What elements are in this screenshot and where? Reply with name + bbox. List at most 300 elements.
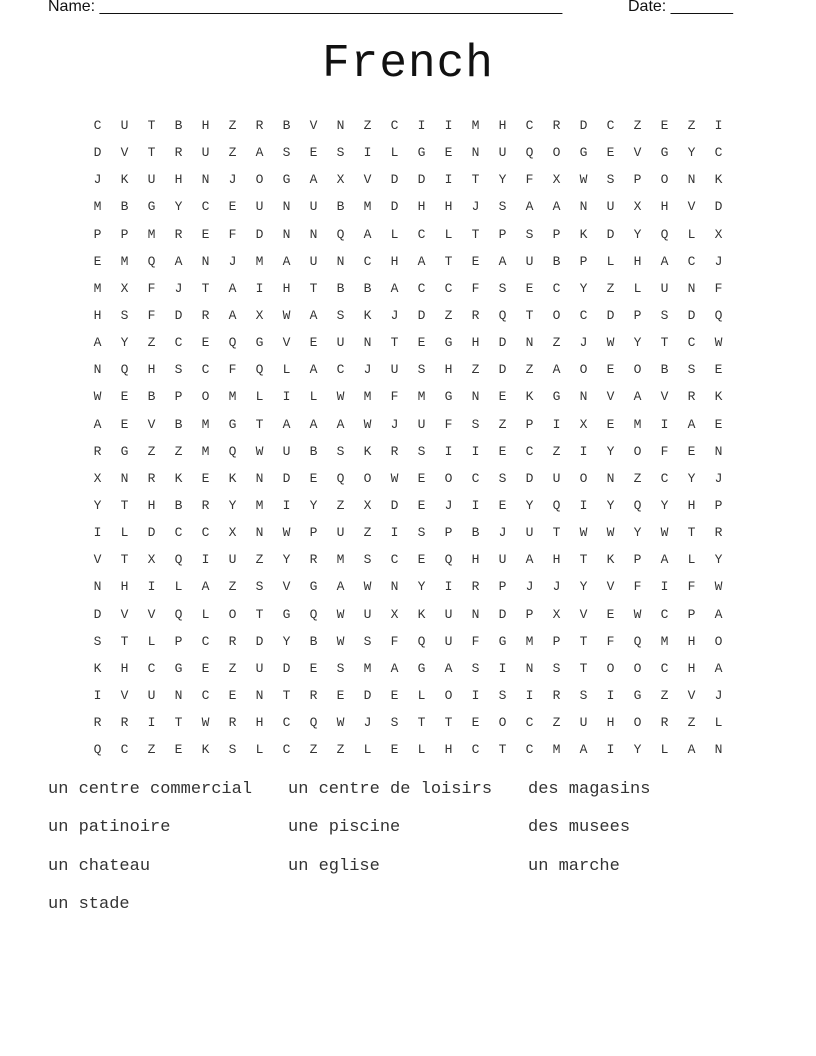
- grid-letter: G: [417, 145, 426, 161]
- grid-letter: T: [417, 715, 426, 731]
- grid-letter: E: [309, 660, 318, 676]
- grid-letter: O: [633, 715, 642, 731]
- grid-letter: V: [120, 145, 129, 161]
- grid-letter: T: [552, 525, 561, 541]
- grid-letter: E: [687, 443, 696, 459]
- grid-letter: U: [579, 715, 588, 731]
- grid-letter: N: [93, 579, 102, 595]
- grid-letter: L: [606, 253, 615, 269]
- grid-letter: K: [525, 389, 534, 405]
- grid-letter: E: [174, 742, 183, 758]
- grid-letter: E: [606, 416, 615, 432]
- grid-letter: G: [417, 660, 426, 676]
- grid-letter: R: [687, 389, 696, 405]
- grid-letter: Y: [579, 579, 588, 595]
- grid-letter: C: [174, 335, 183, 351]
- grid-letter: T: [498, 742, 507, 758]
- grid-letter: U: [201, 145, 210, 161]
- grid-letter: H: [471, 335, 480, 351]
- grid-letter: X: [390, 606, 399, 622]
- grid-letter: Z: [552, 443, 561, 459]
- grid-letter: O: [714, 633, 723, 649]
- grid-letter: D: [498, 606, 507, 622]
- grid-letter: U: [660, 280, 669, 296]
- grid-letter: A: [687, 742, 696, 758]
- grid-letter: C: [174, 525, 183, 541]
- grid-letter: L: [687, 552, 696, 568]
- grid-letter: C: [525, 118, 534, 133]
- grid-letter: I: [525, 687, 534, 703]
- grid-letter: Z: [552, 335, 561, 351]
- grid-letter: C: [687, 335, 696, 351]
- grid-letter: G: [498, 633, 507, 649]
- grid-letter: O: [633, 660, 642, 676]
- grid-letter: M: [363, 660, 372, 676]
- grid-letter: B: [552, 253, 561, 269]
- grid-letter: M: [660, 633, 669, 649]
- grid-letter: H: [120, 660, 129, 676]
- grid-letter: C: [714, 145, 723, 161]
- grid-letter: W: [660, 525, 669, 541]
- grid-letter: N: [120, 470, 129, 486]
- grid-letter: Z: [147, 443, 156, 459]
- grid-letter: O: [228, 606, 237, 622]
- grid-letter: I: [390, 525, 399, 541]
- grid-letter: D: [93, 606, 102, 622]
- grid-letter: Q: [309, 715, 318, 731]
- grid-letter: N: [336, 253, 345, 269]
- grid-letter: F: [147, 307, 156, 323]
- grid-letter: I: [498, 660, 507, 676]
- grid-letter: T: [255, 606, 264, 622]
- grid-letter: Y: [687, 470, 696, 486]
- grid-letter: V: [282, 579, 291, 595]
- grid-letter: K: [93, 660, 102, 676]
- grid-letter: I: [579, 497, 588, 513]
- grid-letter: B: [309, 443, 318, 459]
- grid-letter: J: [579, 335, 588, 351]
- grid-letter: S: [174, 362, 183, 378]
- grid-letter: T: [687, 525, 696, 541]
- grid-letter: F: [228, 362, 237, 378]
- grid-letter: L: [120, 525, 129, 541]
- grid-letter: K: [606, 552, 615, 568]
- grid-letter: I: [201, 552, 210, 568]
- grid-letter: Y: [633, 335, 642, 351]
- grid-letter: A: [660, 253, 669, 269]
- grid-letter: C: [660, 470, 669, 486]
- grid-letter: B: [336, 280, 345, 296]
- grid-letter: Y: [633, 525, 642, 541]
- grid-letter: H: [444, 362, 453, 378]
- grid-letter: E: [201, 470, 210, 486]
- grid-letter: L: [174, 579, 183, 595]
- grid-letter: U: [390, 362, 399, 378]
- grid-letter: D: [390, 172, 399, 188]
- grid-letter: Z: [309, 742, 318, 758]
- grid-letter: T: [120, 552, 129, 568]
- grid-letter: K: [579, 226, 588, 242]
- grid-letter: E: [471, 253, 480, 269]
- grid-letter: R: [660, 715, 669, 731]
- grid-letter: B: [309, 633, 318, 649]
- grid-letter: A: [498, 253, 507, 269]
- grid-letter: D: [498, 335, 507, 351]
- grid-letter: C: [390, 118, 399, 133]
- grid-letter: O: [552, 307, 561, 323]
- grid-letter: B: [174, 497, 183, 513]
- grid-letter: D: [498, 362, 507, 378]
- grid-letter: A: [579, 742, 588, 758]
- grid-letter: W: [336, 715, 345, 731]
- grid-letter: U: [147, 172, 156, 188]
- grid-letter: Q: [660, 226, 669, 242]
- grid-letter: T: [120, 497, 129, 513]
- grid-letter: R: [228, 715, 237, 731]
- grid-letter: H: [147, 497, 156, 513]
- grid-letter: F: [471, 633, 480, 649]
- grid-letter: T: [471, 226, 480, 242]
- grid-letter: I: [147, 715, 156, 731]
- grid-letter: U: [444, 606, 453, 622]
- grid-letter: L: [201, 606, 210, 622]
- grid-letter: Z: [228, 579, 237, 595]
- grid-letter: P: [174, 389, 183, 405]
- date-field: Date: _______: [628, 0, 733, 15]
- grid-letter: N: [255, 687, 264, 703]
- grid-letter: Y: [525, 497, 534, 513]
- grid-letter: O: [579, 362, 588, 378]
- grid-letter: I: [714, 118, 723, 133]
- grid-letter: Y: [309, 497, 318, 513]
- grid-letter: S: [417, 443, 426, 459]
- grid-letter: R: [174, 145, 183, 161]
- grid-letter: E: [417, 470, 426, 486]
- grid-letter: G: [444, 335, 453, 351]
- grid-letter: X: [633, 199, 642, 215]
- grid-letter: S: [660, 307, 669, 323]
- grid-letter: D: [93, 145, 102, 161]
- grid-letter: R: [93, 443, 102, 459]
- grid-letter: V: [633, 145, 642, 161]
- grid-letter: I: [579, 443, 588, 459]
- grid-letter: S: [417, 362, 426, 378]
- grid-letter: E: [417, 552, 426, 568]
- grid-letter: C: [660, 660, 669, 676]
- word-list-item: des musees: [528, 818, 631, 838]
- grid-letter: L: [417, 687, 426, 703]
- grid-letter: M: [633, 416, 642, 432]
- grid-letter: C: [417, 280, 426, 296]
- grid-letter: G: [282, 172, 291, 188]
- grid-letter: N: [93, 362, 102, 378]
- page-title: French: [322, 38, 494, 90]
- grid-letter: A: [309, 172, 318, 188]
- grid-letter: V: [147, 416, 156, 432]
- grid-letter: T: [390, 335, 399, 351]
- grid-letter: U: [255, 660, 264, 676]
- grid-letter: F: [714, 280, 723, 296]
- grid-letter: P: [633, 172, 642, 188]
- grid-letter: K: [714, 172, 723, 188]
- grid-letter: H: [633, 253, 642, 269]
- grid-letter: P: [633, 307, 642, 323]
- word-list-item: un centre commercial: [48, 780, 253, 799]
- grid-letter: N: [309, 226, 318, 242]
- grid-letter: L: [390, 145, 399, 161]
- grid-letter: D: [525, 470, 534, 486]
- grid-letter: H: [390, 253, 399, 269]
- grid-letter: F: [660, 443, 669, 459]
- grid-letter: A: [282, 253, 291, 269]
- grid-letter: V: [363, 172, 372, 188]
- grid-letter: N: [471, 606, 480, 622]
- grid-letter: N: [687, 280, 696, 296]
- grid-letter: N: [525, 660, 534, 676]
- grid-letter: A: [714, 660, 723, 676]
- grid-letter: G: [579, 145, 588, 161]
- grid-letter: C: [282, 715, 291, 731]
- grid-letter: C: [363, 253, 372, 269]
- grid-letter: Q: [525, 145, 534, 161]
- grid-letter: T: [444, 715, 453, 731]
- grid-letter: D: [714, 199, 723, 215]
- grid-letter: X: [579, 416, 588, 432]
- grid-letter: M: [525, 633, 534, 649]
- grid-letter: S: [579, 687, 588, 703]
- grid-letter: D: [606, 226, 615, 242]
- grid-letter: U: [417, 416, 426, 432]
- grid-letter: H: [660, 199, 669, 215]
- grid-letter: A: [228, 307, 237, 323]
- grid-letter: A: [309, 307, 318, 323]
- grid-letter: L: [714, 715, 723, 731]
- grid-letter: X: [228, 525, 237, 541]
- grid-letter: E: [471, 715, 480, 731]
- grid-letter: C: [471, 470, 480, 486]
- word-list-item: un stade: [48, 894, 130, 914]
- grid-letter: X: [336, 172, 345, 188]
- grid-letter: T: [255, 416, 264, 432]
- grid-letter: E: [309, 335, 318, 351]
- grid-letter: A: [201, 579, 210, 595]
- grid-letter: R: [309, 687, 318, 703]
- grid-letter: H: [147, 362, 156, 378]
- grid-letter: Q: [633, 497, 642, 513]
- grid-letter: C: [120, 742, 129, 758]
- grid-letter: K: [417, 606, 426, 622]
- grid-letter: G: [282, 606, 291, 622]
- grid-letter: E: [498, 443, 507, 459]
- grid-letter: B: [660, 362, 669, 378]
- grid-letter: U: [309, 199, 318, 215]
- grid-letter: I: [471, 687, 480, 703]
- grid-letter: N: [714, 742, 723, 758]
- grid-letter: M: [471, 118, 480, 133]
- grid-letter: Y: [606, 443, 615, 459]
- grid-letter: F: [147, 280, 156, 296]
- grid-letter: P: [579, 253, 588, 269]
- grid-letter: R: [309, 552, 318, 568]
- grid-letter: C: [93, 118, 102, 133]
- grid-letter: E: [201, 660, 210, 676]
- grid-letter: Q: [228, 335, 237, 351]
- grid-letter: R: [201, 497, 210, 513]
- grid-letter: J: [714, 470, 723, 486]
- grid-letter: W: [579, 525, 588, 541]
- grid-letter: C: [471, 742, 480, 758]
- grid-letter: I: [660, 579, 669, 595]
- grid-letter: U: [336, 335, 345, 351]
- grid-letter: F: [606, 633, 615, 649]
- grid-letter: A: [525, 552, 534, 568]
- grid-letter: P: [525, 416, 534, 432]
- grid-letter: G: [660, 145, 669, 161]
- grid-letter: P: [174, 633, 183, 649]
- grid-letter: U: [147, 687, 156, 703]
- grid-letter: A: [363, 226, 372, 242]
- grid-letter: P: [120, 226, 129, 242]
- grid-letter: Y: [120, 335, 129, 351]
- grid-letter: M: [255, 497, 264, 513]
- grid-letter: J: [525, 579, 534, 595]
- grid-letter: Y: [228, 497, 237, 513]
- grid-letter: N: [579, 389, 588, 405]
- grid-letter: J: [552, 579, 561, 595]
- grid-letter: N: [336, 118, 345, 133]
- grid-letter: M: [201, 416, 210, 432]
- grid-letter: A: [93, 335, 102, 351]
- grid-letter: N: [525, 335, 534, 351]
- grid-letter: A: [417, 253, 426, 269]
- grid-letter: M: [363, 389, 372, 405]
- grid-letter: I: [255, 280, 264, 296]
- grid-letter: Z: [336, 742, 345, 758]
- grid-letter: E: [309, 145, 318, 161]
- grid-letter: H: [93, 307, 102, 323]
- grid-letter: Z: [174, 443, 183, 459]
- grid-letter: E: [660, 118, 669, 133]
- grid-letter: W: [282, 307, 291, 323]
- grid-letter: Q: [309, 606, 318, 622]
- grid-letter: E: [417, 497, 426, 513]
- grid-letter: Z: [147, 335, 156, 351]
- grid-letter: Y: [633, 226, 642, 242]
- grid-letter: S: [336, 145, 345, 161]
- grid-letter: I: [471, 497, 480, 513]
- grid-letter: D: [417, 172, 426, 188]
- grid-letter: N: [282, 226, 291, 242]
- grid-letter: E: [120, 416, 129, 432]
- grid-letter: Z: [498, 416, 507, 432]
- grid-letter: I: [444, 579, 453, 595]
- grid-letter: B: [336, 199, 345, 215]
- grid-letter: B: [174, 118, 183, 133]
- grid-letter: R: [471, 579, 480, 595]
- word-list-item: des magasins: [528, 780, 651, 799]
- grid-letter: Q: [444, 552, 453, 568]
- grid-letter: Y: [633, 742, 642, 758]
- grid-letter: E: [390, 687, 399, 703]
- grid-letter: A: [687, 416, 696, 432]
- grid-letter: C: [660, 606, 669, 622]
- grid-letter: G: [228, 416, 237, 432]
- grid-letter: I: [417, 118, 426, 133]
- word-list-item: un marche: [528, 856, 620, 876]
- grid-letter: T: [471, 172, 480, 188]
- grid-letter: H: [120, 579, 129, 595]
- grid-letter: V: [606, 389, 615, 405]
- grid-letter: A: [174, 253, 183, 269]
- grid-letter: U: [309, 253, 318, 269]
- word-list-item: un eglise: [288, 856, 380, 876]
- grid-letter: M: [147, 226, 156, 242]
- grid-letter: S: [93, 633, 102, 649]
- grid-letter: Z: [660, 687, 669, 703]
- grid-letter: R: [390, 443, 399, 459]
- grid-letter: P: [552, 226, 561, 242]
- grid-letter: F: [390, 633, 399, 649]
- grid-letter: S: [525, 226, 534, 242]
- grid-letter: E: [201, 226, 210, 242]
- grid-letter: C: [525, 715, 534, 731]
- grid-letter: A: [390, 660, 399, 676]
- grid-letter: H: [687, 660, 696, 676]
- grid-letter: E: [309, 470, 318, 486]
- grid-letter: O: [498, 715, 507, 731]
- grid-letter: C: [552, 280, 561, 296]
- grid-letter: E: [336, 687, 345, 703]
- grid-letter: S: [687, 362, 696, 378]
- grid-letter: P: [444, 525, 453, 541]
- grid-letter: S: [606, 172, 615, 188]
- grid-letter: I: [444, 443, 453, 459]
- grid-letter: Q: [228, 443, 237, 459]
- grid-letter: I: [606, 687, 615, 703]
- grid-letter: A: [660, 552, 669, 568]
- grid-letter: L: [390, 226, 399, 242]
- grid-letter: D: [417, 307, 426, 323]
- grid-letter: V: [687, 687, 696, 703]
- grid-letter: V: [606, 579, 615, 595]
- grid-letter: J: [471, 199, 480, 215]
- grid-letter: C: [336, 362, 345, 378]
- grid-letter: G: [255, 335, 264, 351]
- grid-letter: W: [579, 172, 588, 188]
- grid-letter: O: [633, 443, 642, 459]
- grid-letter: N: [363, 335, 372, 351]
- grid-letter: K: [228, 470, 237, 486]
- grid-letter: U: [363, 606, 372, 622]
- grid-letter: W: [282, 525, 291, 541]
- grid-letter: Q: [174, 552, 183, 568]
- grid-letter: V: [120, 606, 129, 622]
- grid-letter: D: [687, 307, 696, 323]
- grid-letter: Y: [282, 633, 291, 649]
- grid-letter: W: [714, 335, 723, 351]
- grid-letter: I: [282, 497, 291, 513]
- grid-letter: T: [309, 280, 318, 296]
- grid-letter: E: [201, 335, 210, 351]
- grid-letter: Q: [255, 362, 264, 378]
- grid-letter: S: [255, 579, 264, 595]
- grid-letter: C: [417, 226, 426, 242]
- grid-letter: U: [525, 525, 534, 541]
- grid-letter: E: [606, 606, 615, 622]
- grid-letter: A: [282, 416, 291, 432]
- grid-letter: Q: [633, 633, 642, 649]
- grid-letter: Z: [687, 715, 696, 731]
